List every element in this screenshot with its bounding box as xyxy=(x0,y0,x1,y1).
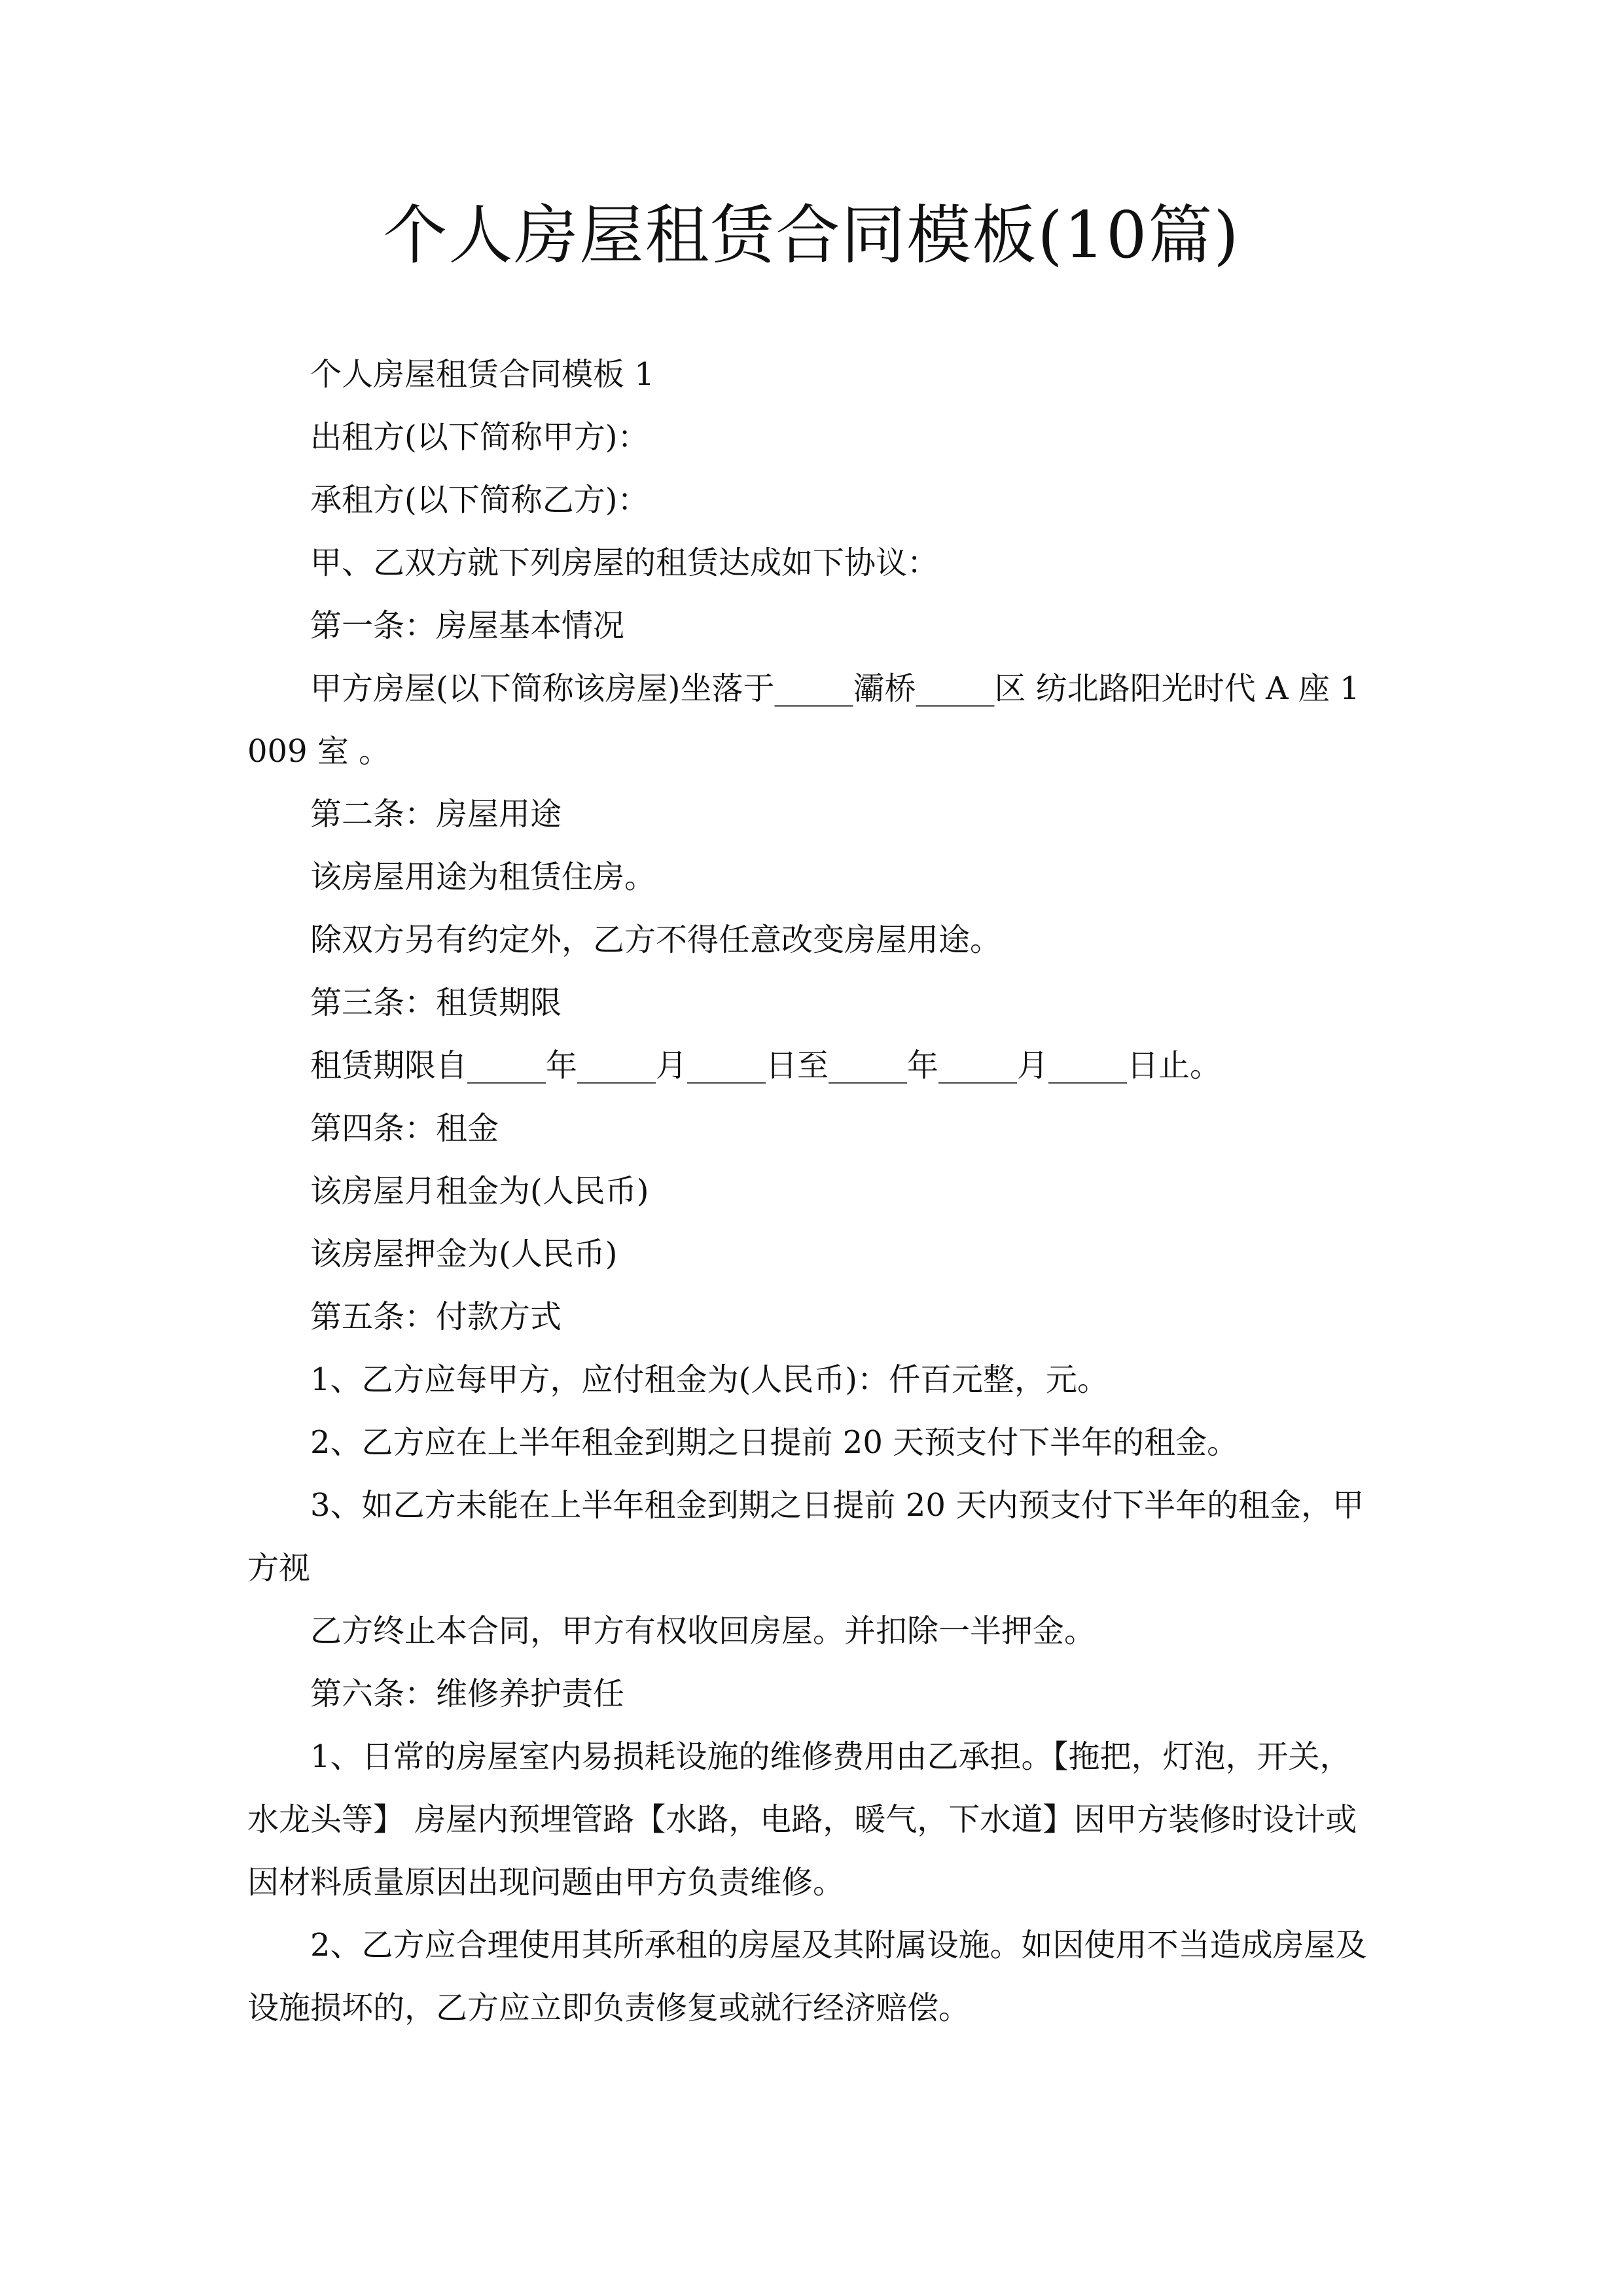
paragraph-lessor: 出租方(以下简称甲方)： xyxy=(310,419,649,456)
article-5-item-2: 2、乙方应在上半年租金到期之日提前 20 天预支付下半年的租金。 xyxy=(310,1424,1239,1461)
article-5-item-1: 1、乙方应每甲方，应付租金为(人民币)：仟百元整，元。 xyxy=(310,1361,1109,1398)
article-3-heading: 第三条：租赁期限 xyxy=(310,984,562,1021)
article-5-item-3-cont: 乙方终止本合同，甲方有权收回房屋。并扣除一半押金。 xyxy=(310,1613,1096,1649)
article-6-item-2: 2、乙方应合理使用其所承租的房屋及其附属设施。如因使用不当造成房屋及设施损坏的，乙方应立即负责修复或就行经济赔偿。 xyxy=(247,1927,1367,2026)
article-5-item-3: 3、如乙方未能在上半年租金到期之日提前 20 天内预支付下半年的租金，甲方视 xyxy=(247,1487,1364,1587)
article-1-location: 甲方房屋(以下简称该房屋)坐落于_____灞桥_____区 纺北路阳光时代 A 座 1009 室 。 xyxy=(247,670,1360,770)
article-6-item-1: 1、日常的房屋室内易损耗设施的维修费用由乙承担。【拖把，灯泡，开关，水龙头等】 房屋内预埋管路【水路，电路，暖气，下水道】因甲方装修时设计或因材料质量原因出现问题由甲方负责维修。 xyxy=(247,1738,1357,1901)
document-body xyxy=(247,343,1380,2039)
article-3-term: 租赁期限自_____年_____月_____日至_____年_____月_____日止。 xyxy=(310,1047,1222,1084)
article-1-heading: 第一条：房屋基本情况 xyxy=(310,607,625,644)
article-4-deposit: 该房屋押金为(人民币) xyxy=(310,1236,618,1272)
article-4-heading: 第四条：租金 xyxy=(310,1110,499,1147)
article-6-heading: 第六条：维修养护责任 xyxy=(310,1676,625,1712)
article-5-heading: 第五条：付款方式 xyxy=(310,1299,562,1335)
document-title: 个人房屋租赁合同模板(10篇) xyxy=(383,198,1240,273)
article-2-heading: 第二条：房屋用途 xyxy=(310,796,562,833)
paragraph-agreement: 甲、乙双方就下列房屋的租赁达成如下协议： xyxy=(310,545,939,581)
article-4-rent: 该房屋月租金为(人民币) xyxy=(310,1173,649,1210)
article-2-restriction: 除双方另有约定外，乙方不得任意改变房屋用途。 xyxy=(310,922,1002,958)
paragraph-heading-1: 个人房屋租赁合同模板 1 xyxy=(310,356,654,393)
article-2-usage: 该房屋用途为租赁住房。 xyxy=(310,859,656,895)
paragraph-lessee: 承租方(以下简称乙方)： xyxy=(310,482,649,518)
